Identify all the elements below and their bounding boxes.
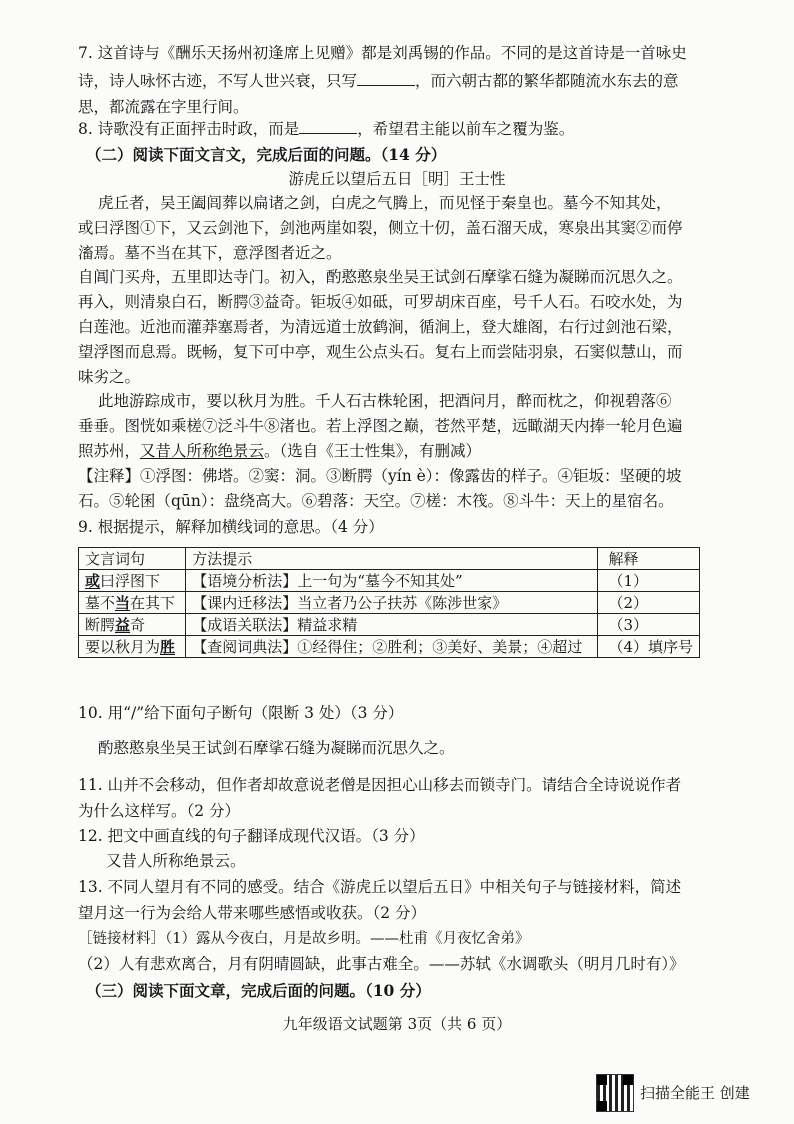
passage-p2-line: 望浮图而息焉。既畅，复下可中亭，观生公点头石。复右上而尝陆羽泉，石窦似慧山，而 <box>78 343 683 361</box>
table-row <box>79 592 700 614</box>
q7-line-1: 7. 这首诗与《酬乐天扬州初逢席上见赠》都是刘禹锡的作品。不同的是这首诗是一首咏史 <box>78 44 687 62</box>
table-cell-word: 或曰浮图下 <box>79 570 186 592</box>
table-cell-word: 要以秋月为胜 <box>79 636 186 658</box>
table-cell-hint: 【课内迁移法】当立者乃公子扶苏《陈涉世家》 <box>186 592 598 614</box>
passage-p1-line: 滀焉。墓不当在其下，意浮图者近之。 <box>78 244 342 262</box>
link-material-1: ［链接材料］（1）露从今夜白，月是故乡明。——杜甫《月夜忆舍弟》 <box>78 931 530 947</box>
section2-heading: （二）阅读下面文言文，完成后面的问题。（14 分） <box>86 145 447 164</box>
passage-p3-line: 此地游踪成市，要以秋月为胜。千人石古株轮囷，把酒问月，醉而枕之，仰视碧落⑥ <box>98 392 672 410</box>
q9-table <box>78 547 700 658</box>
table-cell-answer: （3） <box>598 614 700 636</box>
underlined-sentence: 又昔人所称绝景云 <box>140 442 265 460</box>
passage-p2-line: 自阊门买舟，五里即达寺门。初入，酌憨憨泉坐吴王试剑石摩挲石缝为凝睇而沉思久之。 <box>78 268 683 286</box>
link-material-2: （2）人有悲欢离合，月有阴晴圆缺，此事古难全。——苏轼《水调歌头（明月几时有）》 <box>78 955 685 973</box>
q13-line: 13. 不同人望月有不同的感受。结合《游虎丘以望后五日》中相关句子与链接材料，简述 <box>78 878 682 896</box>
q12-sentence: 又昔人所称绝景云。 <box>106 852 246 870</box>
section3-heading: （三）阅读下面文章，完成后面的问题。（10 分） <box>86 981 431 1000</box>
table-row <box>79 636 700 658</box>
q7-blank <box>357 71 415 86</box>
notes-line: 【注释】①浮图：佛塔。②窦：洞。③断腭（yín è）：像露齿的样子。④钜坂：坚硬的坡 <box>78 467 682 485</box>
table-cell-answer: （2） <box>598 592 700 614</box>
table-header: 方法提示 <box>186 548 598 570</box>
table-row <box>79 614 700 636</box>
table-cell-hint: 【成语关联法】精益求精 <box>186 614 598 636</box>
table-cell-hint: 【语境分析法】上一句为“墓今不知其处” <box>186 570 598 592</box>
table-cell-hint: 【查阅词典法】①经得住；②胜利；③美好、美景；④超过 <box>186 636 598 658</box>
page-footer: 九年级语文试题第 3页（共 6 页） <box>282 1015 512 1033</box>
passage-p3-line: 照苏州，又昔人所称绝景云。（选自《王士性集》，有删减） <box>78 442 482 460</box>
passage-title: 游虎丘以望后五日［明］王士性 <box>288 170 506 188</box>
q12-prompt: 12. 把文中画直线的句子翻译成现代汉语。（3 分） <box>78 827 425 845</box>
table-header-row <box>79 548 700 570</box>
q8-blank <box>299 119 357 134</box>
table-cell-word: 断腭益奇 <box>79 614 186 636</box>
passage-p2-line: 味劣之。 <box>78 368 141 386</box>
q13-line: 望月这一行为会给人带来哪些感悟或收获。（2 分） <box>78 904 427 922</box>
passage-p3-line: 垂垂。图恍如乘槎⑦泛斗牛⑧渚也。若上浮图之巅，苍然平楚，远瞰湖天内捧一轮月色遍 <box>78 417 683 435</box>
q11-line: 11. 山并不会移动，但作者却故意说老僧是因担心山移去而锁寺门。请结合全诗说说作者 <box>78 776 682 794</box>
notes-line: 石。⑤轮囷（qūn）：盘绕高大。⑥碧落：天空。⑦槎：木筏。⑧斗牛：天上的星宿名。 <box>78 492 674 510</box>
passage-p2-line: 白莲池。近池而灌莽塞焉者，为清远道士放鹤涧，循涧上，登大雄阁，右行过剑池石梁， <box>78 318 683 336</box>
table-row <box>79 570 700 592</box>
passage-p1-line: 虎丘者，吴王阖闾葬以扁诸之剑，白虎之气腾上，而见怪于秦皇也。墓今不知其处， <box>98 194 672 212</box>
qr-code-icon <box>596 1074 634 1112</box>
table-header: 文言词句 <box>79 548 186 570</box>
q7-line-3: 思，都流露在字里行间。 <box>78 98 249 116</box>
q8: 8. 诗歌没有正面抨击时政，而是 ，希望君主能以前车之覆为鉴。 <box>78 120 575 138</box>
table-cell-answer: （1） <box>598 570 700 592</box>
q10-sentence: 酌憨憨泉坐吴王试剑石摩挲石缝为凝睇而沉思久之。 <box>98 739 455 757</box>
q11-line: 为什么这样写。（2 分） <box>78 802 241 820</box>
passage-p2-line: 再入，则清泉白石，断腭③益奇。钜坂④如砥，可罗胡床百座，号千人石。石咬水处，为 <box>78 293 683 311</box>
table-header: 解释 <box>598 548 700 570</box>
passage-p1-line: 或曰浮图①下，又云剑池下，剑池两崖如裂，侧立十仞，盖石溜天成，寒泉出其窦②而停 <box>78 219 683 237</box>
q10-prompt: 10. 用“/”给下面句子断句（限断 3 处）（3 分） <box>78 704 404 722</box>
table-cell-word: 墓不当在其下 <box>79 592 186 614</box>
scanner-watermark: 扫描全能王 创建 <box>640 1084 750 1102</box>
table-cell-answer: （4）填序号 <box>598 636 700 658</box>
q9-prompt: 9. 根据提示，解释加横线词的意思。（4 分） <box>78 518 384 536</box>
q7-line-2: 诗，诗人咏怀古迹，不写人世兴衰，只写 ，而六朝古都的繁华都随流水东去的意 <box>78 72 679 90</box>
